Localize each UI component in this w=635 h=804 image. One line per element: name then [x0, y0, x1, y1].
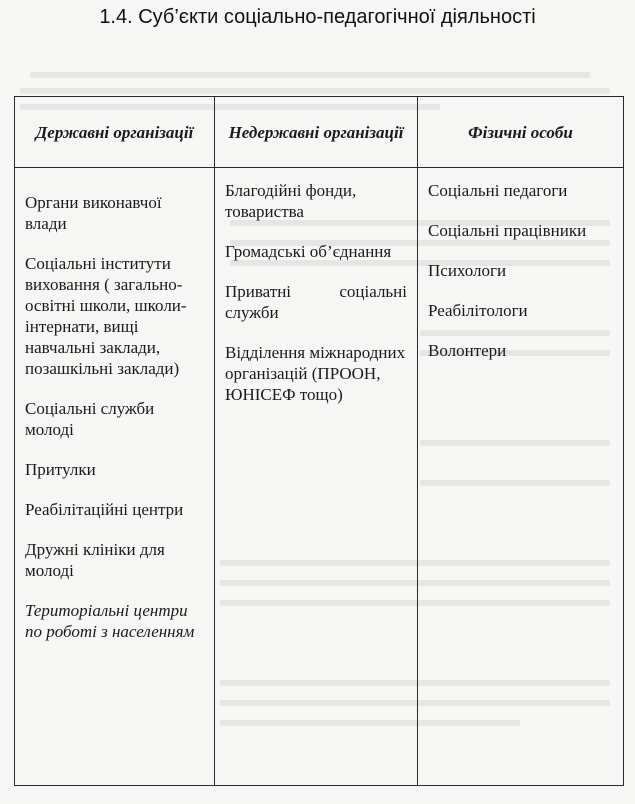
list-item: Соціальні служби молоді: [25, 399, 155, 439]
list-item: Територіальні центри по роботі з населенням: [25, 601, 195, 641]
nonstate-orgs-cell: [215, 168, 418, 786]
list-item: Соціальні педагоги: [428, 181, 568, 200]
header-nonstate-orgs: Недержавні організації: [215, 97, 418, 168]
header-state-orgs: Державні організації: [15, 97, 215, 168]
list-item: Притулки: [25, 460, 96, 479]
header-individuals: Фізичні особи: [418, 97, 624, 168]
list-item: Відділення міжнародних організацій (ПРООН, ЮНІСЕФ тощо): [225, 343, 406, 404]
state-orgs-cell: [15, 168, 215, 786]
list-item: Дружні клініки для молоді: [25, 540, 165, 580]
list-item: Реабілітаційні центри: [25, 500, 184, 519]
list-item: Органи виконавчої влади: [25, 193, 162, 233]
list-item: Волонтери: [428, 341, 507, 360]
content-row: [15, 168, 624, 786]
individuals-cell: [418, 168, 624, 786]
page-title: 1.4. Суб’єкти соціально-педагогічної діяльності: [99, 6, 536, 28]
list-item: Громадські об’єднання: [225, 242, 392, 261]
list-item: Соціальні інститути виховання ( загально-освітні школи, школи-інтернати, вищі навчальні заклади, позашкільні заклади): [25, 254, 187, 378]
list-item: Соціальні працівники: [428, 221, 587, 240]
list-item: Благодійні фонди, товариства: [225, 181, 357, 221]
subjects-table: [14, 96, 624, 786]
list-item: Реабілітологи: [428, 301, 528, 320]
list-item: Приватні соціальні служби: [225, 282, 407, 322]
header-row: [15, 97, 624, 168]
list-item: Психологи: [428, 261, 507, 280]
